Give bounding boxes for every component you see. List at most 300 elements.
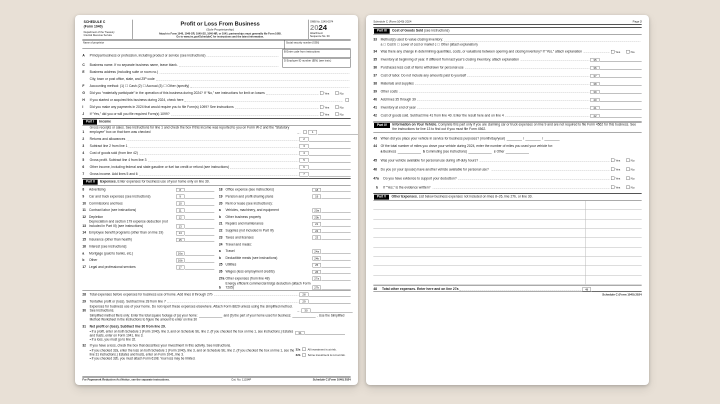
line-text: Gross profit. Subtract line 4 from line 3 [89,158,147,162]
line-text: Other income, including federal and state gasoline or fuel tax credit or refund (see instructions) [89,165,229,169]
line-number-box: 42 [591,114,600,118]
line-number: 44 [373,144,378,148]
yes-checkbox[interactable]: Yes [320,105,335,109]
cogs-line-wrap [373,94,641,102]
expense-amount-field[interactable] [585,238,642,247]
amount-field[interactable] [600,74,642,78]
line-number-box: 26 [313,270,321,274]
page2-footer: Schedule C (Form 1040) 2024 [602,293,642,297]
income-line [82,149,350,156]
line-32-bullet-1: • If you checked 32a, enter the loss on both Schedule 1 (Form 1040), line 3, and on Schedule SE, line 2. (If you checked the box on line 1, see the line 31 instructions.) Estates and trusts, enter on Form 1041, line 3. [82,349,295,357]
no-checkbox[interactable]: No [626,50,641,54]
form-line [82,89,350,96]
line-number: 22 [218,228,223,233]
line-number: 6 [82,165,85,169]
line-number-box: 2 [300,137,309,141]
part2-header [82,178,350,185]
line-number: 46 [373,167,378,172]
page2-header-left: Schedule C (Form 1040) 2024 [373,19,412,23]
line-text: Do you have evidence to support your deduction? [383,176,457,181]
line-number-box: 20b [314,215,320,219]
yes-checkbox[interactable]: Yes [611,177,626,181]
amount-field[interactable] [309,144,351,148]
income-line [82,142,350,149]
line-48 [373,285,641,292]
no-checkbox[interactable]: No [335,91,350,95]
expense-line [82,186,214,193]
yes-checkbox[interactable]: Yes [320,91,335,95]
inventory-method-options[interactable]: a ☐ Cost b ☐ Lower of cost or market c ☐ Other (attach explanation) [380,42,478,47]
amount-field[interactable] [309,137,351,141]
line-number: a [218,208,221,213]
line-letter: H [82,98,85,102]
attachment-label: Attachment [309,31,323,35]
line-number: 38 [373,81,378,86]
line-number-box: 3 [300,144,309,148]
income-line [82,126,350,135]
line-number: 39 [373,89,378,94]
part4-note: Complete this part only if you are claiming car or truck expenses on line 9 and are not required to file Form 4562 for this business. See the instructions for line 13 to find out if you must file Form 4562. [392,123,637,131]
line-number: 33 [373,37,378,42]
cogs-line [373,102,641,110]
form-number: (Form 1040) [83,24,103,29]
form-header-center [132,20,308,39]
line-number-box: 1 [308,130,317,134]
no-checkbox[interactable]: No [626,168,641,172]
line-text: Supplies (not included in Part III) [225,228,274,233]
line-text: Legal and professional services [88,265,136,269]
expenses-right-column [219,186,351,291]
line-number: 18 [218,187,223,192]
line-number-box: 18 [313,188,321,192]
line-number-box: 10 [176,202,184,206]
line-number: 10 [82,201,87,206]
amount-field[interactable] [600,66,642,70]
line-number: 29 [82,299,87,304]
part4-title: Information on Your Vehicle. [392,123,438,127]
line-number-box: 9 [176,195,184,199]
line-text: Contract labor (see instructions) [88,208,137,213]
line-number: 11 [82,208,86,213]
line-text: Cost of goods sold (from line 42) [89,151,138,155]
line-32-options [296,343,351,361]
income-line [82,170,350,177]
checkbox-icon[interactable] [303,130,306,133]
cogs-line-wrap [373,62,641,70]
line-text: If “Yes,” did you or will you file required Form(s) 1099? [89,112,170,116]
expense-description-field[interactable] [373,201,585,210]
line-number: a [218,249,221,254]
line-number-box: 36 [591,66,600,70]
line-32-bullet-2: • If you checked 32b, you must attach Form 6198. Your loss may be limited. [82,357,295,361]
income-line [82,135,350,142]
income-section [82,126,350,177]
line-number-box: 12 [176,215,184,219]
line-number: b [375,185,379,190]
line-number: 36 [373,65,378,70]
form-title: Profit or Loss From Business [180,20,260,27]
expense-line [82,256,214,263]
line-number-box: 40 [591,98,600,102]
line-text: Tentative profit or (loss). Subtract line 28 from line 7 [89,299,166,304]
yes-checkbox[interactable]: Yes [611,50,626,54]
line-number-box: 15 [176,238,184,242]
expense-line [82,192,214,199]
part3-note: (see instructions) [424,28,450,33]
line-number: 41 [373,105,378,110]
amount-field[interactable] [309,151,351,155]
line-text: City, town or post office, state, and ZIP code [89,77,155,81]
expense-amount-field[interactable] [585,266,642,275]
amount-field[interactable] [311,309,353,313]
expense-description-field[interactable] [373,219,585,228]
line-number: 8 [82,187,85,192]
other-expense-row [373,247,641,256]
catalog-number: Cat. No. 11334P [231,378,252,382]
part5-title-wrap [391,195,532,199]
expense-line [82,263,214,270]
line-number: 5 [82,158,85,162]
other-expense-row [373,210,641,219]
line-29 [82,297,350,304]
line-text: Insurance (other than health) [88,237,132,242]
line-number: 16 [82,244,87,249]
line-number-box: 38 [591,82,600,86]
amount-field[interactable] [592,287,642,291]
line-number: 4 [82,151,85,155]
form-line [82,68,350,75]
other-expense-row [373,229,641,238]
amount-field[interactable] [185,266,214,270]
option-text: All investment is at risk. [307,347,337,352]
side-entry-box[interactable]: B Enter code from instructions [282,49,350,58]
business-footage-field[interactable] [292,315,315,318]
line-number: 15 [82,237,87,242]
income-line [82,163,350,170]
cogs-section [373,34,641,118]
yes-checkbox[interactable]: Yes [611,168,626,172]
line-31 [82,324,350,342]
expense-line [82,249,214,256]
line-text: Subtract line 2 from line 1 [89,144,128,148]
other-expense-row [373,257,641,266]
other-expense-row [373,266,641,275]
expense-line [219,247,351,254]
expense-line [219,233,351,240]
expense-amount-field[interactable] [585,229,642,238]
checkbox-icon[interactable] [302,353,305,356]
business-miles-field[interactable] [397,151,420,154]
tax-year: 2024 [309,23,328,32]
form-header-left [82,20,132,39]
expense-description-field[interactable] [373,266,585,275]
line-number-box: 6 [300,165,309,169]
attach-instruction: Attach to Form 1040, 1040-SR, 1040-SS, 1040-NR, or 1041; partnerships must generally file Form 1065. [158,32,282,36]
omb-number: OMB No. 1545-0074 [309,20,334,24]
line-number: 35 [373,57,378,62]
form-subtitle: (Sole Proprietorship) [206,27,234,31]
line-number-box: 31 [296,331,305,335]
line-46 [373,165,641,172]
line-number: 27a [218,276,225,281]
line-number-box: 14 [176,231,184,235]
line-text: Business name. If no separate business name, leave blank. [89,63,178,67]
expense-line [82,242,214,249]
cogs-line-wrap [373,54,641,62]
expense-line [219,206,351,213]
amount-field[interactable] [309,165,351,169]
line-number: 23 [218,235,223,240]
cogs-line [373,78,641,86]
line-number: 21 [218,222,223,226]
option-32b [296,353,346,356]
amount-field[interactable] [309,158,351,162]
other-miles-field[interactable] [506,151,529,154]
expense-amount-field[interactable] [585,201,642,210]
date-day-field[interactable] [525,138,540,141]
no-checkbox[interactable]: No [626,177,641,181]
line-text: Was your vehicle available for personal use during off-duty hours? [380,158,479,163]
page1-footer [82,377,350,382]
expense-line [219,213,351,220]
amount-field[interactable] [318,130,358,134]
amount-field[interactable] [600,58,642,62]
line-number-box: 4 [300,151,309,155]
line-number-box: 27b [314,286,320,290]
cogs-line [373,110,641,118]
cogs-line-wrap [373,110,641,118]
line-text: Travel and meals: [225,242,252,247]
line-number: 19 [218,194,223,199]
line-number-box: 21 [313,222,321,226]
line-32 [82,343,350,361]
line-number-box: 41 [591,106,600,110]
square-footage-field[interactable] [199,315,222,318]
line-number: 43 [373,136,378,141]
expense-description-field[interactable] [373,238,585,247]
expense-amount-field[interactable] [585,210,642,219]
part2-title-wrap [100,180,210,184]
line-text: Travel [225,249,235,254]
amount-field[interactable] [600,90,642,94]
line-number-box: 13 [176,224,184,228]
expense-line [219,199,351,206]
line-text: Deductible meals (see instructions) [225,256,278,260]
option-32a [296,348,337,351]
expense-line [219,186,351,193]
schedule-footer: Schedule C (Form 1040) 2024 [312,378,351,382]
line-number-box: 28 [300,293,309,297]
line-number-box: 29 [300,300,309,304]
line-number: 40 [373,97,378,102]
amount-field[interactable] [600,114,642,118]
part4-header [373,122,641,133]
expense-amount-field[interactable] [585,257,642,266]
line-text: Other costs [380,89,398,94]
line-number: 42 [373,113,378,118]
cogs-line-wrap [373,86,641,94]
line-number: 1 [82,130,85,134]
amount-field[interactable] [600,82,642,86]
line-text: Inventory at beginning of year. If different from last year’s closing inventory, attach explanation [380,57,520,62]
page2-header [373,20,641,25]
cogs-line-wrap [373,70,641,78]
part1-chip: Part I [83,120,97,125]
cogs-line-wrap [373,34,641,46]
line-number: 7 [82,172,85,176]
amount-field[interactable] [600,98,642,102]
line-text: Pension and profit-sharing plans [225,194,274,199]
line-text: Add lines 35 through 39 [380,97,416,102]
expense-line [219,268,351,275]
dept-label: Department of the Treasury [83,30,115,34]
expense-line [219,240,351,247]
expense-line [219,261,351,268]
line-number-box: 11 [176,208,184,212]
line-text: Did you make any payments in 2024 that would require you to file Form(s) 1099? See instructions [89,105,234,109]
form-line [82,96,350,103]
amount-field[interactable] [309,172,351,176]
line-number: 20 [218,201,223,206]
other-expense-row [373,219,641,228]
other-expenses-table [373,201,641,285]
form-line [82,82,350,89]
other-expense-row [373,201,641,210]
other-expense-row [373,275,641,284]
form-line [82,75,350,82]
commuting-miles-field[interactable] [468,151,491,154]
line-47a [373,174,641,181]
checkbox-icon[interactable] [346,98,349,101]
line-text: Utilities [225,263,237,267]
line-number-box: 25 [313,263,321,267]
line-text: Office expense (see instructions) [225,187,274,192]
line-number: b [218,256,221,260]
line-text: When did you place your vehicle in service for business purposes? (month/day/year) [380,136,506,141]
expense-line [219,192,351,199]
line-text: Depreciation and section 179 expense deduction (not included in Part III) (see instructions) [88,220,168,228]
checkbox-icon[interactable] [302,348,305,351]
cogs-line [373,54,641,62]
line-31-amount-area [296,324,351,342]
line-text: Of the total number of miles you drove your vehicle during 2024, enter the number of miles you used your vehicle for: [380,144,553,148]
line-text: Returns and allowances [89,137,126,141]
cogs-line-wrap [373,78,641,86]
line-text: Cost of labor. Do not include any amounts paid to yourself [380,73,467,78]
date-year-field[interactable] [544,138,559,141]
line-number: 48 [373,287,378,291]
expense-description-field[interactable] [373,210,585,219]
expense-line [82,236,214,243]
line-text: Was there any change in determining quantities, costs, or valuations between opening and closing inventory? If “Yes,” attach explanation [380,49,583,54]
date-month-field[interactable] [507,136,525,141]
part1-header [82,118,350,125]
expense-description-field[interactable] [373,275,585,284]
line-number: 45 [373,158,378,163]
expense-amount-field[interactable] [585,219,642,228]
line-number: 17 [82,265,87,269]
no-checkbox[interactable]: No [335,112,350,116]
line-number: 12 [82,215,87,219]
no-checkbox[interactable]: No [335,105,350,109]
line-number-box: 30 [302,309,311,313]
line-number: 14 [82,231,87,235]
no-checkbox[interactable]: No [626,159,641,163]
line-number-box: 23 [313,236,321,240]
line-31-bullet-2: • If a loss, you must go to line 32. [82,338,295,342]
date-separator: / [542,136,544,141]
form-header-right [308,20,351,39]
line-number: 25 [218,263,223,267]
form-line [82,103,350,110]
ssn-field[interactable]: Social security number (SSN) [284,40,351,48]
line-44 [373,143,641,154]
expense-description-field[interactable] [373,247,585,256]
mileage-breakdown: a Business b Commuting (see instructions) c Other [373,150,641,154]
expense-line [219,254,351,261]
expense-line [219,227,351,234]
proprietor-name-field[interactable]: Name of proprietor [82,41,105,45]
expense-line [82,213,214,220]
line-number: b [218,215,221,219]
line-text: Other expenses (from line 48) [225,276,270,281]
side-entry-box[interactable]: D Employer ID number (EIN) (see instr.) [282,59,350,68]
line-text: Materials and supplies [380,81,414,86]
line-number-box: 7 [300,172,309,176]
amount-field[interactable] [600,106,642,110]
line-number: 3 [82,144,85,148]
date-separator: / [523,136,525,141]
yes-checkbox[interactable]: Yes [320,112,335,116]
cogs-line [373,94,641,102]
line-number-box: 37 [591,74,600,78]
cogs-line-wrap [373,102,641,110]
line-number: 47a [373,176,379,181]
expense-description-field[interactable] [373,229,585,238]
yes-checkbox[interactable]: Yes [611,186,626,190]
line-text: Gross income. Add lines 5 and 6 [89,172,138,176]
expense-amount-field[interactable] [585,247,642,256]
expense-description-field[interactable] [373,257,585,266]
amount-field[interactable] [305,331,345,335]
expense-amount-field[interactable] [585,275,642,284]
line-text: If you started or acquired this business during 2024, check here [89,98,184,102]
line-letter: C [82,63,85,67]
line-number: 32 [82,343,87,348]
line-letter: G [82,91,85,95]
no-checkbox[interactable]: No [626,186,641,190]
line-number: 28 [82,292,87,297]
line-text: Total expenses before expenses for business use of home. Add lines 8 through 27b [89,292,213,297]
line-number: 13 [82,224,87,228]
line-number-box: 24b [314,256,320,260]
part1-title: Income [99,119,111,124]
cogs-line [373,62,641,70]
line-number: 9 [82,194,85,199]
line-text: Mortgage (paid to banks, etc.) [88,251,134,256]
line-number-box: 39 [591,90,600,94]
option-text: Some investment is not at risk. [307,353,346,357]
line-number-box: 20a [314,208,320,213]
yes-checkbox[interactable]: Yes [611,159,626,163]
irs-label: Internal Revenue Service [83,33,113,37]
line-text: Repairs and maintenance [225,222,264,226]
sequence-number: Sequence No. 09 [309,34,330,38]
simplified-method-line: Simplified method filers only: Enter the total square footage of (a) your home: and (b) the part of your home used for business: . Use the Simplified Method Worksheet in the instructions to figure the amount to enter on line 30 [89,313,345,322]
form-line [82,58,350,67]
line-number: 37 [373,73,378,78]
line-number: b [82,258,85,263]
